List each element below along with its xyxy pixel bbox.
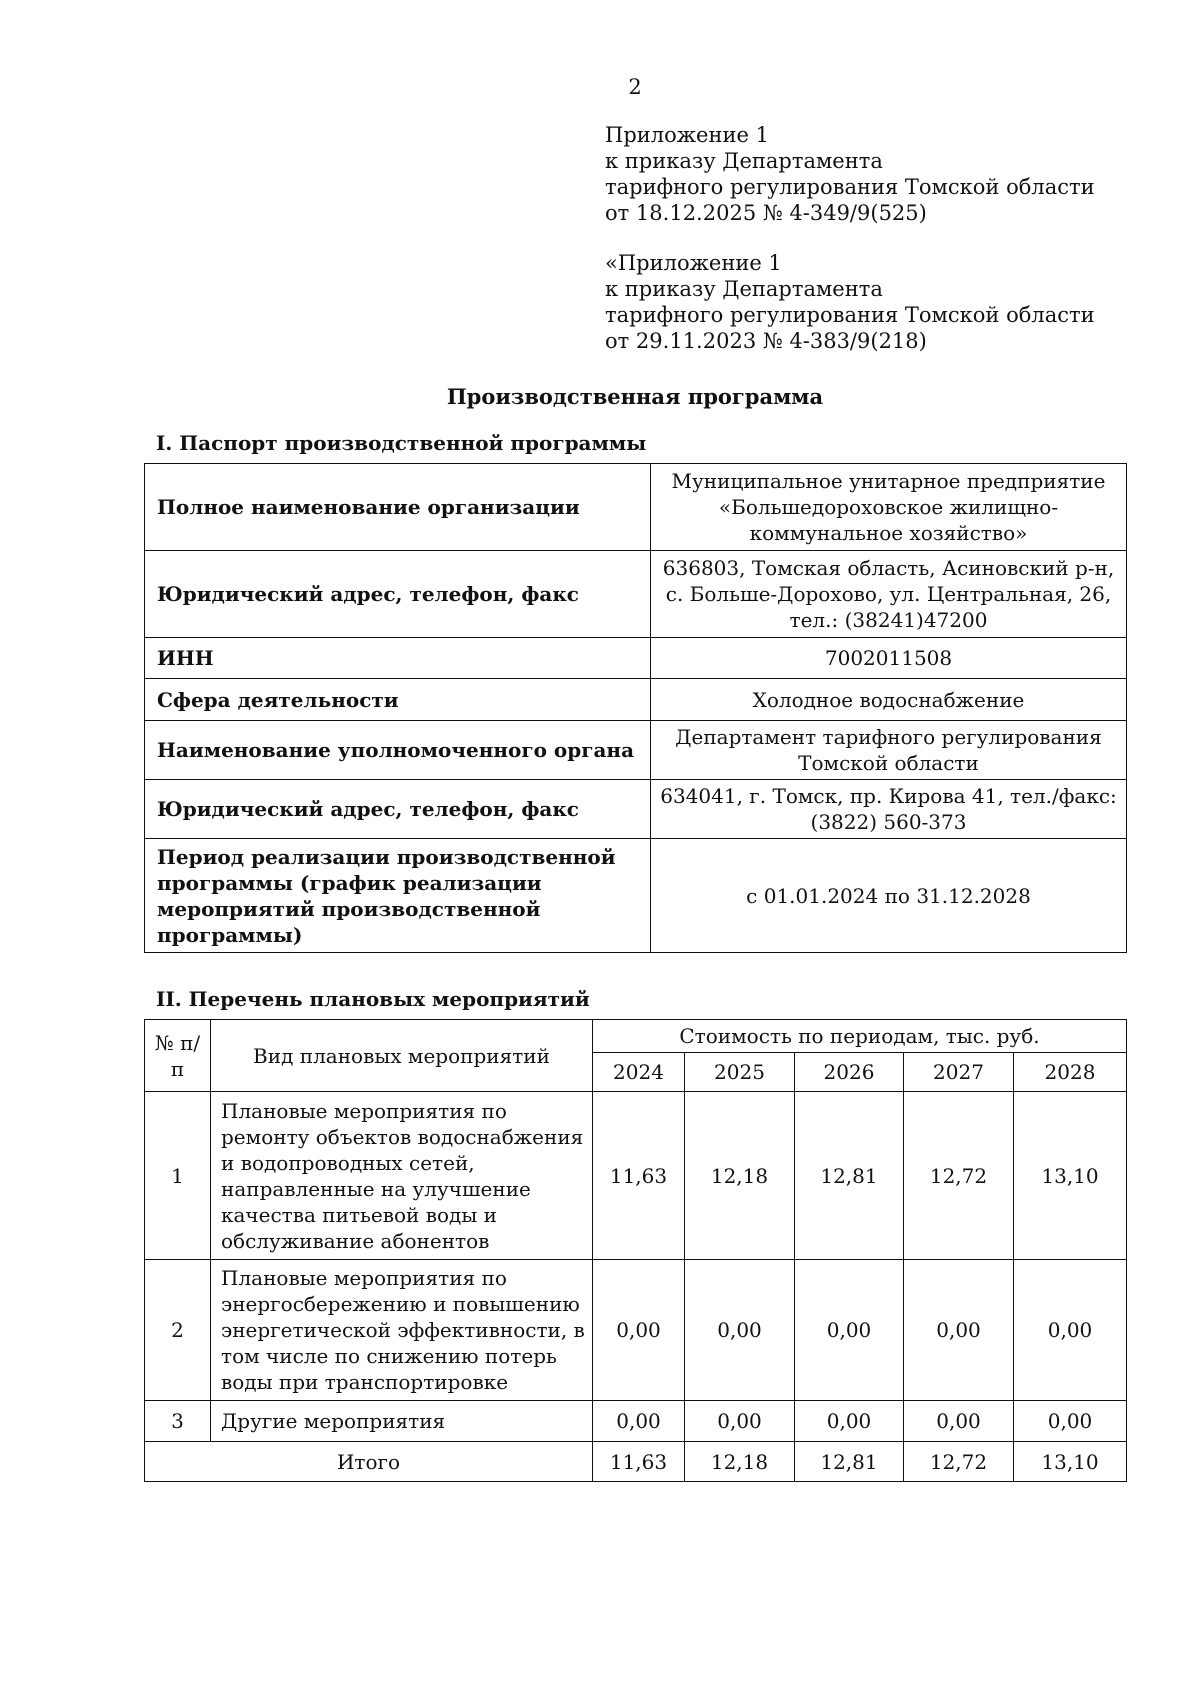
total-cell: 12,81 — [795, 1442, 904, 1482]
row-number: 1 — [145, 1092, 211, 1260]
cost-cell: 0,00 — [593, 1260, 685, 1401]
passport-table — [144, 463, 1127, 953]
cost-cell: 0,00 — [1014, 1260, 1127, 1401]
table-row — [145, 1260, 1127, 1401]
cost-cell: 12,18 — [685, 1092, 795, 1260]
year-cell: 2025 — [685, 1053, 795, 1092]
passport-label: Юридический адрес, телефон, факс — [145, 780, 651, 839]
passport-row — [145, 464, 1127, 551]
passport-row — [145, 839, 1127, 953]
appendix-line: «Приложение 1 — [605, 251, 782, 275]
header-number: № п/п — [145, 1020, 211, 1092]
passport-label: Полное наименование организации — [145, 464, 651, 551]
passport-value: 7002011508 — [651, 638, 1127, 679]
header-kind: Вид плановых мероприятий — [211, 1020, 593, 1092]
passport-value: Холодное водоснабжение — [651, 679, 1127, 721]
measures-table — [144, 1019, 1127, 1482]
passport-row — [145, 638, 1127, 679]
row-name: Другие мероприятия — [211, 1401, 593, 1442]
year-cell: 2027 — [904, 1053, 1014, 1092]
passport-value: 636803, Томская область, Асиновский р-н, с. Больше-Дорохово, ул. Центральная, 26, тел.: (38241)47200 — [651, 551, 1127, 638]
total-cell: 12,18 — [685, 1442, 795, 1482]
cost-cell: 0,00 — [1014, 1401, 1127, 1442]
section-2-title: II. Перечень плановых мероприятий — [156, 987, 590, 1011]
passport-row — [145, 551, 1127, 638]
table-row — [145, 1092, 1127, 1260]
passport-value: с 01.01.2024 по 31.12.2028 — [651, 839, 1127, 953]
row-name: Плановые мероприятия по энергосбережению и повышению энергетической эффективности, в том числе по снижению потерь воды при транспортировке — [211, 1260, 593, 1401]
header-cost: Стоимость по периодам, тыс. руб. — [593, 1020, 1127, 1053]
cost-cell: 12,72 — [904, 1092, 1014, 1260]
cost-cell: 0,00 — [904, 1260, 1014, 1401]
cost-cell: 0,00 — [795, 1260, 904, 1401]
row-number: 3 — [145, 1401, 211, 1442]
passport-row — [145, 780, 1127, 839]
appendix-line: к приказу Департамента — [605, 149, 883, 173]
row-name: Плановые мероприятия по ремонту объектов водоснабжения и водопроводных сетей, направленные на улучшение качества питьевой воды и обслуживание абонентов — [211, 1092, 593, 1260]
passport-label: Наименование уполномоченного органа — [145, 721, 651, 780]
appendix-line: к приказу Департамента — [605, 277, 883, 301]
total-cell: 13,10 — [1014, 1442, 1127, 1482]
cost-cell: 0,00 — [593, 1401, 685, 1442]
passport-row — [145, 679, 1127, 721]
total-row — [145, 1442, 1127, 1482]
cost-cell: 0,00 — [685, 1260, 795, 1401]
section-1-title: I. Паспорт производственной программы — [156, 431, 647, 455]
passport-label: ИНН — [145, 638, 651, 679]
total-cell: 12,72 — [904, 1442, 1014, 1482]
passport-value: Департамент тарифного регулирования Томской области — [651, 721, 1127, 780]
year-cell: 2026 — [795, 1053, 904, 1092]
appendix-previous — [605, 250, 1165, 354]
appendix-line: от 18.12.2025 № 4-349/9(525) — [605, 201, 927, 225]
document-title: Производственная программа — [446, 384, 824, 409]
year-cell: 2028 — [1014, 1053, 1127, 1092]
cost-cell: 12,81 — [795, 1092, 904, 1260]
cost-cell: 13,10 — [1014, 1092, 1127, 1260]
total-cell: 11,63 — [593, 1442, 685, 1482]
cost-cell: 0,00 — [685, 1401, 795, 1442]
cost-cell: 0,00 — [904, 1401, 1014, 1442]
cost-cell: 0,00 — [795, 1401, 904, 1442]
cost-cell: 11,63 — [593, 1092, 685, 1260]
passport-label: Сфера деятельности — [145, 679, 651, 721]
passport-value: Муниципальное унитарное предприятие «Большедороховское жилищно-коммунальное хозяйство» — [651, 464, 1127, 551]
total-label: Итого — [145, 1442, 593, 1482]
row-number: 2 — [145, 1260, 211, 1401]
appendix-current — [605, 122, 1165, 226]
passport-label: Юридический адрес, телефон, факс — [145, 551, 651, 638]
appendix-line: тарифного регулирования Томской области — [605, 175, 1095, 199]
year-cell: 2024 — [593, 1053, 685, 1092]
passport-row — [145, 721, 1127, 780]
appendix-line: Приложение 1 — [605, 123, 769, 147]
passport-label: Период реализации производственной программы (график реализации мероприятий производственной программы) — [145, 839, 651, 953]
appendix-line: тарифного регулирования Томской области — [605, 303, 1095, 327]
appendix-line: от 29.11.2023 № 4-383/9(218) — [605, 329, 927, 353]
passport-value: 634041, г. Томск, пр. Кирова 41, тел./факс: (3822) 560-373 — [651, 780, 1127, 839]
page-number: 2 — [628, 75, 642, 99]
table-row — [145, 1401, 1127, 1442]
header-row — [145, 1020, 1127, 1053]
